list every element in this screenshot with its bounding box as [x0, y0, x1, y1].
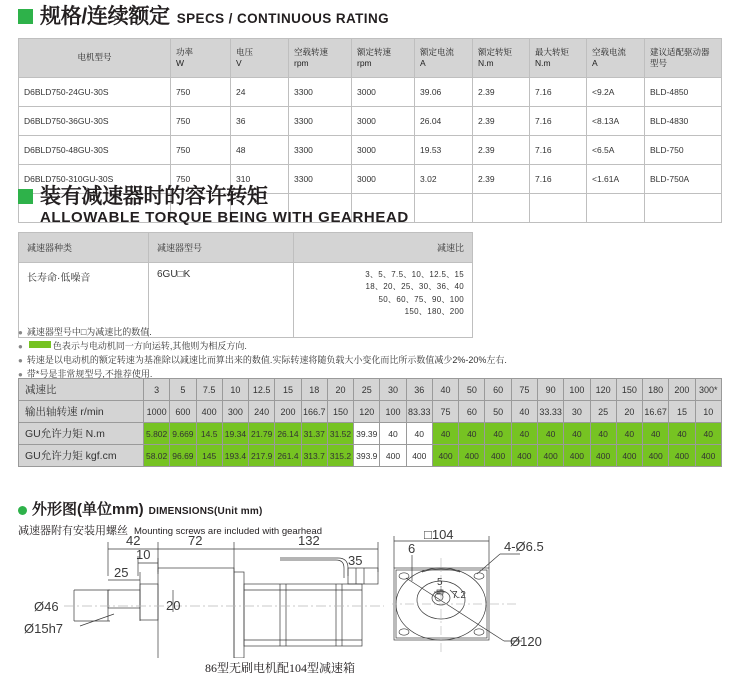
gearhead-col-type: 减速器种类: [19, 233, 149, 263]
table-cell: 400: [196, 401, 222, 423]
dim-label-20: 20: [166, 598, 181, 613]
row-label: 减速比: [19, 379, 144, 401]
table-cell: 7.16: [530, 136, 587, 165]
table-cell: 96.69: [170, 445, 196, 467]
row-label: GU允许力矩 kgf.cm: [19, 445, 144, 467]
ratio-torque-table-wrap: [18, 378, 722, 467]
gearhead-section-heading: [18, 186, 409, 225]
specs-col-rated-speed: 额定转速 rpm: [352, 39, 415, 78]
table-row: [19, 379, 722, 401]
table-cell: 166.7: [301, 401, 327, 423]
table-cell: 400: [406, 445, 432, 467]
table-cell: 40: [669, 423, 695, 445]
table-cell: 150: [616, 379, 642, 401]
table-cell: D6BLD750-24GU-30S: [19, 78, 171, 107]
table-cell: 31.37: [301, 423, 327, 445]
table-cell: 400: [380, 445, 406, 467]
table-cell: 40: [511, 401, 537, 423]
note-item-1: [18, 326, 728, 340]
table-cell: 33.33: [537, 401, 563, 423]
table-cell: 15: [669, 401, 695, 423]
green-square-marker-icon-2: [18, 189, 33, 204]
drawing-front-view: [392, 528, 722, 663]
table-cell: 3000: [352, 136, 415, 165]
table-cell: D6BLD750-48GU-30S: [19, 136, 171, 165]
table-cell: 400: [511, 445, 537, 467]
table-cell: 16.67: [643, 401, 669, 423]
table-cell: <1.61A: [587, 165, 645, 194]
dimensions-title-en: DIMENSIONS(Unit mm): [148, 506, 263, 517]
row-label: GU允许力矩 N.m: [19, 423, 144, 445]
table-cell: <9.2A: [587, 78, 645, 107]
table-cell: 3: [144, 379, 170, 401]
table-cell: 180: [643, 379, 669, 401]
gearhead-table: [18, 232, 473, 338]
green-square-marker-icon: [18, 9, 33, 24]
table-cell: 40: [643, 423, 669, 445]
table-cell: [530, 194, 587, 223]
table-cell: 100: [380, 401, 406, 423]
table-row: [19, 136, 722, 165]
gearhead-model-value: 6GU□K: [149, 263, 294, 338]
screws-note-en: Mounting screws are included with gearhead: [134, 526, 322, 537]
table-cell: 2.39: [473, 107, 530, 136]
table-row: [19, 445, 722, 467]
table-cell: 20: [616, 401, 642, 423]
table-cell: 40: [616, 423, 642, 445]
specs-col-model: 电机型号: [19, 39, 171, 78]
specs-section-heading: [18, 6, 389, 27]
table-cell: 261.4: [275, 445, 301, 467]
specs-col-noload-current: 空载电流 A: [587, 39, 645, 78]
screws-note-cn: 减速器附有安装用螺丝: [18, 525, 128, 537]
table-cell: <8.13A: [587, 107, 645, 136]
table-cell: 315.2: [327, 445, 353, 467]
note-text-1: 减速器型号中□为减速比的数值.: [26, 327, 152, 337]
table-cell: 40: [485, 423, 511, 445]
table-cell: 3300: [289, 165, 352, 194]
table-cell: 750: [171, 107, 231, 136]
table-cell: 15: [275, 379, 301, 401]
note-text-3: 转速是以电动机的额定转速为基准除以减速比而算出来的数值.实际转速将随负载大小变化而比所示数值减少2%-20%左右.: [26, 355, 507, 365]
table-cell: 5.802: [144, 423, 170, 445]
table-cell: 313.7: [301, 445, 327, 467]
bullet-icon-3: ●: [18, 356, 23, 365]
table-cell: 5: [170, 379, 196, 401]
dim-label-72f: 7.2: [452, 590, 466, 601]
drawing-caption: 86型无刷电机配104型减速箱: [204, 661, 355, 675]
table-cell: 7.16: [530, 78, 587, 107]
table-cell: [473, 194, 530, 223]
table-row: [19, 423, 722, 445]
table-cell: 40: [564, 423, 590, 445]
table-cell: 36: [231, 107, 289, 136]
table-cell: 58.02: [144, 445, 170, 467]
table-cell: 3000: [352, 165, 415, 194]
ratio-torque-table: [18, 378, 722, 467]
table-cell: 400: [669, 445, 695, 467]
gearhead-table-wrap: [18, 232, 473, 338]
table-cell: 7.5: [196, 379, 222, 401]
table-cell: 36: [406, 379, 432, 401]
note-text-2: 色表示与电动机同一方向运转,其他则为相反方向.: [27, 340, 247, 354]
bullet-icon-2: ●: [18, 342, 23, 351]
ratio-torque-body: [19, 379, 722, 467]
note-text-4: 带*号是非常规型号,不推荐使用.: [26, 369, 153, 379]
table-cell: 145: [196, 445, 222, 467]
table-cell: 217.9: [249, 445, 275, 467]
dim-label-72: 72: [188, 533, 203, 548]
table-cell: 25: [590, 401, 616, 423]
table-cell: 26.14: [275, 423, 301, 445]
table-cell: 150: [327, 401, 353, 423]
table-cell: 10: [222, 379, 248, 401]
specs-title-cn: 规格/连续额定: [40, 5, 170, 28]
table-cell: 400: [459, 445, 485, 467]
table-cell: 21.79: [249, 423, 275, 445]
table-cell: 48: [231, 136, 289, 165]
table-cell: 3000: [352, 78, 415, 107]
table-cell: 2.39: [473, 136, 530, 165]
bullet-icon-1: ●: [18, 328, 23, 337]
table-cell: 18: [301, 379, 327, 401]
dim-label-dia15h7: Ø15h7: [24, 621, 64, 636]
table-cell: 200: [669, 379, 695, 401]
table-cell: 60: [485, 379, 511, 401]
table-cell: 310: [231, 165, 289, 194]
gearhead-title-en: ALLOWABLE TORQUE BEING WITH GEARHEAD: [40, 209, 409, 226]
table-cell: 50: [459, 379, 485, 401]
table-cell: 40: [511, 423, 537, 445]
side-view-svg: [18, 528, 388, 658]
table-row: [19, 401, 722, 423]
specs-col-driver: 建议适配驱动器型号: [645, 39, 722, 78]
table-cell: 83.33: [406, 401, 432, 423]
note-item-3: [18, 354, 728, 368]
row-label: 输出轴转速 r/min: [19, 401, 144, 423]
table-cell: 40: [695, 423, 721, 445]
table-cell: 400: [590, 445, 616, 467]
table-cell: 400: [485, 445, 511, 467]
specs-col-rated-current: 额定电流 A: [415, 39, 473, 78]
table-cell: 3.02: [415, 165, 473, 194]
table-cell: 90: [537, 379, 563, 401]
table-cell: BLD-4850: [645, 78, 722, 107]
table-cell: 40: [406, 423, 432, 445]
dim-label-42: 42: [126, 533, 141, 548]
table-cell: 39.39: [354, 423, 380, 445]
front-view-svg: [392, 528, 722, 658]
table-cell: 40: [537, 423, 563, 445]
gearhead-title-cn: 装有减速器时的容许转矩: [40, 185, 268, 208]
dim-label-dia46: Ø46: [34, 599, 59, 614]
gearhead-header-row: [19, 233, 473, 263]
table-cell: 30: [564, 401, 590, 423]
table-cell: 25: [354, 379, 380, 401]
ratio-list: [302, 269, 464, 319]
table-cell: 50: [485, 401, 511, 423]
table-cell: D6BLD750-310GU-30S: [19, 165, 171, 194]
table-cell: 7.16: [530, 165, 587, 194]
table-cell: 12.5: [249, 379, 275, 401]
table-cell: 400: [643, 445, 669, 467]
dim-label-35: 35: [348, 553, 363, 568]
gearhead-col-model: 减速器型号: [149, 233, 294, 263]
table-cell: 600: [170, 401, 196, 423]
specs-col-rated-torque: 额定转矩 N.m: [473, 39, 530, 78]
table-cell: 120: [354, 401, 380, 423]
table-cell: D6BLD750-36GU-30S: [19, 107, 171, 136]
table-cell: 120: [590, 379, 616, 401]
table-cell: 26.04: [415, 107, 473, 136]
table-cell: 10: [695, 401, 721, 423]
specs-col-power: 功率 W: [171, 39, 231, 78]
table-cell: 1000: [144, 401, 170, 423]
table-cell: 240: [249, 401, 275, 423]
dim-label-10: 10: [136, 547, 151, 562]
table-cell: 393.9: [354, 445, 380, 467]
table-cell: 100: [564, 379, 590, 401]
table-cell: 19.53: [415, 136, 473, 165]
table-cell: 40: [432, 379, 458, 401]
table-cell: [415, 194, 473, 223]
table-cell: 9.669: [170, 423, 196, 445]
gearhead-col-ratio: 减速比: [294, 233, 473, 263]
table-cell: 75: [511, 379, 537, 401]
table-cell: 19.34: [222, 423, 248, 445]
table-cell: 400: [537, 445, 563, 467]
specs-col-noload-speed: 空载转速 rpm: [289, 39, 352, 78]
table-cell: 400: [695, 445, 721, 467]
table-cell: 31.52: [327, 423, 353, 445]
table-cell: 14.5: [196, 423, 222, 445]
table-cell: 400: [432, 445, 458, 467]
table-cell: 193.4: [222, 445, 248, 467]
table-cell: 7.16: [530, 107, 587, 136]
dim-label-25: 25: [114, 565, 129, 580]
specs-col-voltage: 电压 V: [231, 39, 289, 78]
ratio-line: 150、180、200: [404, 307, 464, 317]
table-cell: 750: [171, 78, 231, 107]
dim-label-dia120: Ø120: [510, 634, 542, 649]
green-color-swatch-icon: [29, 341, 51, 348]
table-cell: 2.39: [473, 78, 530, 107]
dim-label-6: 6: [408, 541, 416, 556]
specs-header-row: [19, 39, 722, 78]
specs-col-max-torque: 最大转矩 N.m: [530, 39, 587, 78]
table-cell: 400: [564, 445, 590, 467]
bullet-icon-4: ●: [18, 370, 23, 379]
specs-title-en: SPECS / CONTINUOUS RATING: [176, 11, 389, 26]
ratio-line: 3、5、7.5、10、12.5、15: [365, 270, 464, 279]
table-cell: 3300: [289, 78, 352, 107]
table-cell: 750: [171, 136, 231, 165]
table-cell: 20: [327, 379, 353, 401]
table-cell: BLD-4830: [645, 107, 722, 136]
table-cell: 300*: [695, 379, 721, 401]
table-cell: 2.39: [473, 165, 530, 194]
table-cell: [645, 194, 722, 223]
table-cell: 40: [590, 423, 616, 445]
ratio-line: 50、60、75、90、100: [378, 294, 464, 304]
dimensions-title-cn: 外形图(单位mm): [32, 501, 144, 518]
note-item-2: [18, 340, 728, 354]
table-cell: BLD-750: [645, 136, 722, 165]
table-cell: 75: [432, 401, 458, 423]
table-row: [19, 107, 722, 136]
table-cell: 3000: [352, 107, 415, 136]
table-cell: 30: [380, 379, 406, 401]
table-cell: 750: [171, 165, 231, 194]
dim-label-5: 5: [437, 577, 443, 588]
table-cell: <6.5A: [587, 136, 645, 165]
dim-label-4xdia65: 4-Ø6.5: [504, 539, 544, 554]
dim-label-132: 132: [298, 533, 320, 548]
ratio-line: 18、20、25、30、36、40: [365, 282, 464, 292]
table-cell: 60: [459, 401, 485, 423]
table-cell: 400: [616, 445, 642, 467]
table-cell: 3300: [289, 136, 352, 165]
table-cell: 40: [459, 423, 485, 445]
table-cell: 40: [432, 423, 458, 445]
table-cell: [587, 194, 645, 223]
table-cell: 300: [222, 401, 248, 423]
table-cell: 3300: [289, 107, 352, 136]
drawing-side-view: [18, 528, 388, 663]
table-cell: 39.06: [415, 78, 473, 107]
table-row: [19, 78, 722, 107]
table-cell: 40: [380, 423, 406, 445]
notes-list: [18, 326, 728, 382]
dim-label-square104: □104: [424, 528, 454, 542]
table-cell: BLD-750A: [645, 165, 722, 194]
green-dot-marker-icon: [18, 506, 27, 515]
table-cell: 24: [231, 78, 289, 107]
gearhead-type-value: 长寿命·低噪音: [19, 263, 149, 338]
table-cell: 200: [275, 401, 301, 423]
